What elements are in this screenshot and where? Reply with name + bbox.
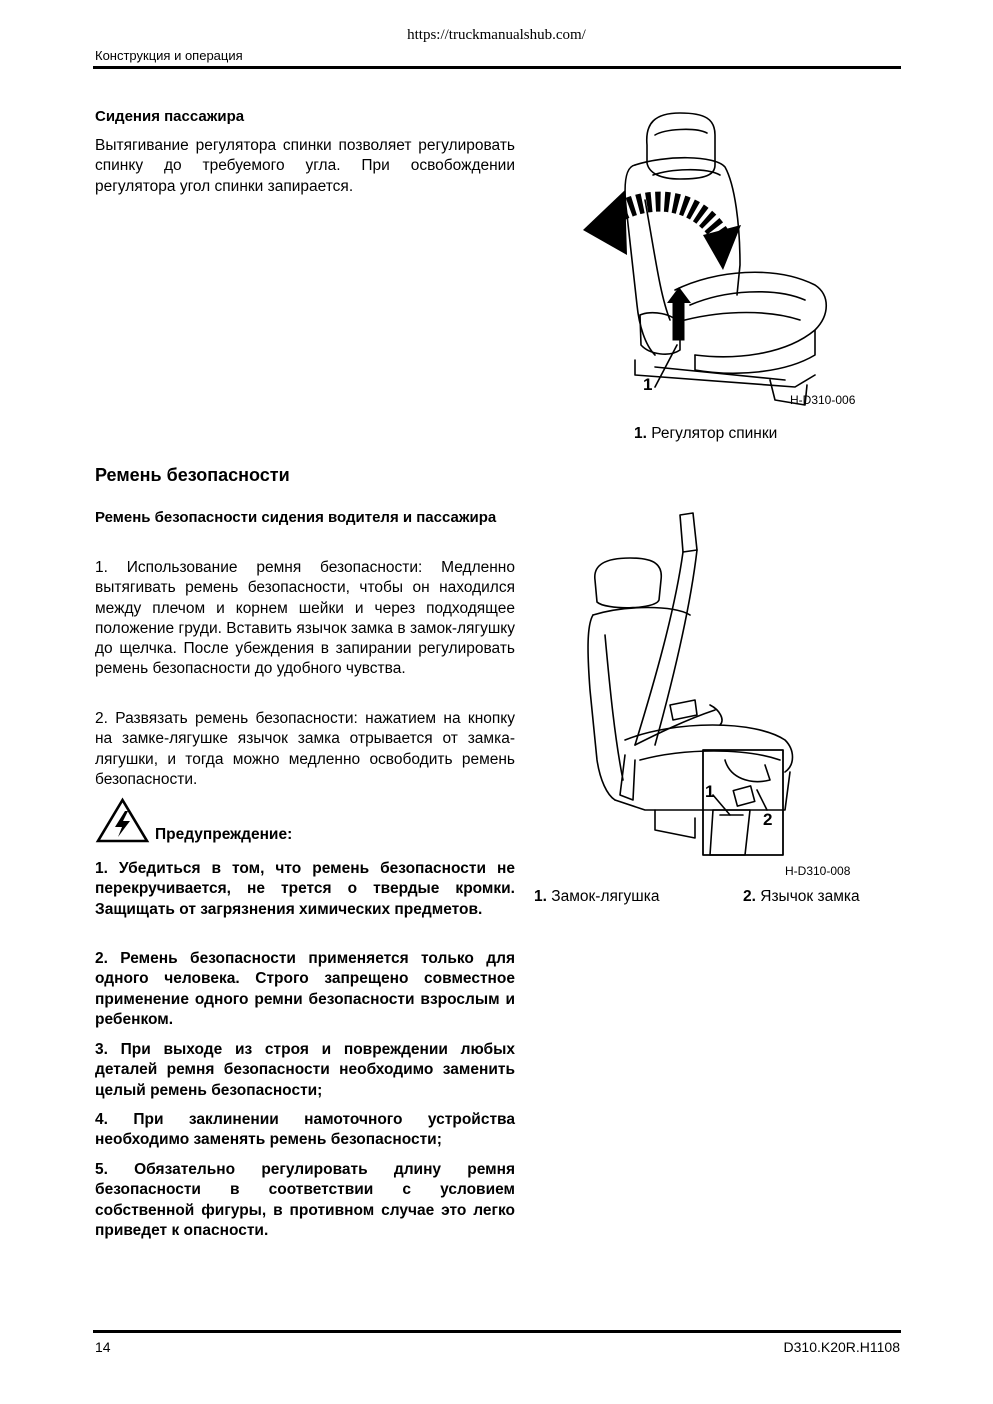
seat-belt-para1-block <box>95 558 515 680</box>
seat-recline-figure <box>575 105 875 410</box>
passenger-seat-body <box>95 136 515 197</box>
seat-belt-subheading: Ремень безопасности сидения водителя и пассажира <box>95 509 497 526</box>
warning-text-1: 1. Убедиться в том, что ремень безопасности не перекручивается, не трется о твердые кромки. Защищать от загрязнения химических предметов. <box>95 860 515 918</box>
belt-callout-2: 2 <box>763 810 773 829</box>
warning-title: Предупреждение: <box>155 826 293 843</box>
document-code: D310.K20R.H1108 <box>783 1339 900 1355</box>
warning-item-4 <box>95 1110 515 1151</box>
section-header: Конструкция и операция <box>95 48 243 63</box>
passenger-seat-heading: Сидения пассажира <box>95 108 245 125</box>
passenger-seat-text: Вытягивание регулятора спинки позволяет регулировать спинку до требуемого угла. При освобождении регулятора угол спинки запирается. <box>95 137 515 195</box>
seat-belt-figure <box>585 510 875 880</box>
warning-icon <box>95 797 150 844</box>
caption-number: 1. <box>634 425 647 442</box>
page-number: 14 <box>95 1339 111 1355</box>
caption-tongue-text: Язычок замка <box>760 888 860 905</box>
caption-tongue-number: 2. <box>743 888 756 905</box>
seat-callout-1: 1 <box>643 375 653 394</box>
warning-text-5: 5. Обязательно регулировать длину ремня безопасности в соответствии с условием собственной фигуры, в противном случае это легко приведет к опасности. <box>95 1161 515 1239</box>
figure-code-006: H-D310-006 <box>790 393 856 407</box>
footer-rule <box>93 1330 901 1333</box>
caption-buckle-number: 1. <box>534 888 547 905</box>
warning-item-2 <box>95 949 515 1030</box>
seat-belt-heading: Ремень безопасности <box>95 465 290 485</box>
warning-text-3: 3. При выходе из строя и повреждении любых деталей ремня безопасности необходимо заменить целый ремень безопасности; <box>95 1041 515 1099</box>
figure-caption-tongue <box>743 888 860 906</box>
caption-text: Регулятор спинки <box>651 425 778 442</box>
caption-buckle-text: Замок-лягушка <box>551 888 660 905</box>
figure-caption-buckle <box>534 888 659 906</box>
seat-belt-subheading-block <box>95 508 515 528</box>
source-url: https://truckmanualshub.com/ <box>407 27 586 43</box>
warning-text-4: 4. При заклинении намоточного устройства необходимо заменять ремень безопасности; <box>95 1111 515 1149</box>
belt-callout-1: 1 <box>705 782 715 801</box>
warning-text-2: 2. Ремень безопасности применяется только для одного человека. Строго запрещено совместное применение одного ремни безопасности взрослым и ребенком. <box>95 950 515 1028</box>
warning-item-1 <box>95 859 515 920</box>
seat-belt-usage-text: 1. Использование ремня безопасности: Медленно вытягивать ремень безопасности, чтобы он находился между плечом и корнем шейки и через подходящее положение груди. Вставить язычок замка в замок-лягушку до щелчка. После убеждения в запирании регулировать ремень безопасности до удобного чувства. <box>95 559 515 678</box>
seat-belt-para2-block <box>95 709 515 790</box>
figure-code-008: H-D310-008 <box>785 864 851 878</box>
warning-item-5 <box>95 1160 515 1241</box>
header-rule <box>93 66 901 69</box>
seat-belt-release-text: 2. Развязать ремень безопасности: нажатием на кнопку на замке-лягушке язычок замка отрывается от замка-лягушки, и тогда можно медленно освободить ремень безопасности. <box>95 710 515 788</box>
warning-item-3 <box>95 1040 515 1101</box>
figure-caption-regulator <box>634 425 777 443</box>
